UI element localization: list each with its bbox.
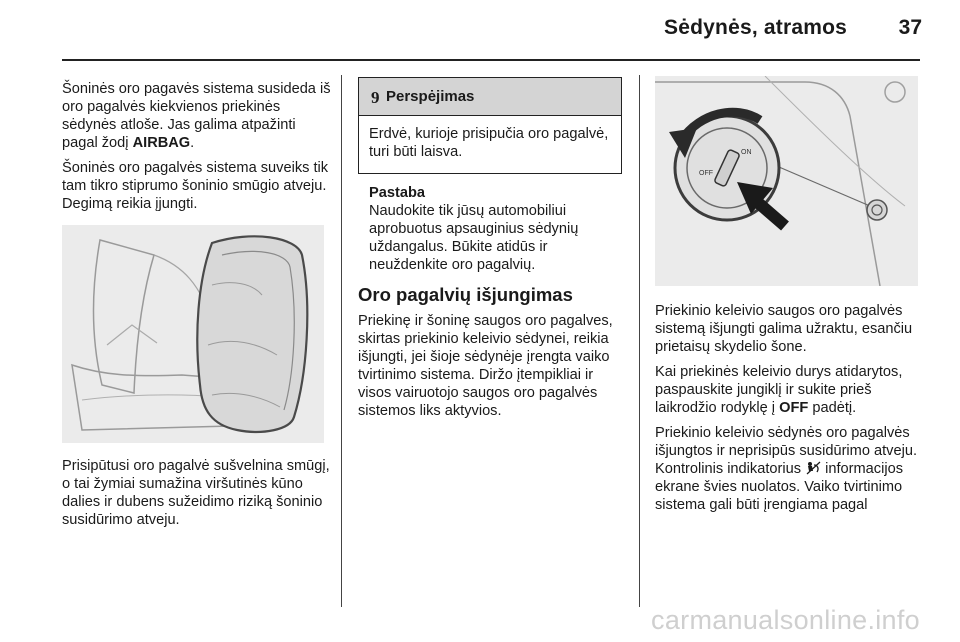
switch-on-label: ON [741,149,752,156]
paragraph: Šoninės oro pagavės sistema susideda iš oro pagalvės kiekvienos priekinės sėdynės atlošе. Jas galima atpažinti pagal žodį AIRBAG. [62,81,331,151]
column-1 [62,80,332,536]
switch-off-label: OFF [699,170,713,177]
section-text: Priekinę ir šoninę saugos oro pagalves, skirtas priekinio keleivio sėdynei, reikia išjungti, jei šioje sėdynėje įrengta vaiko tvirtinimo sistema. Diržo įtempikliai ir visos vairuotojo saugos oro pagalvės sistemos liks aktyvios. [358,313,613,419]
paragraph: Kai priekinės keleivio durys atidarytos, paspauskite jungiklį ir sukite prieš laikrodžio rodyklę į OFF padėtį. [655,364,903,416]
warning-title: Perspėjimas [386,87,475,105]
section-heading: Oro pagalvių išjungimas [358,284,573,305]
column-3 [655,80,920,521]
warning-icon [369,89,383,105]
page-number: 37 [898,16,922,39]
warning-header [359,78,621,116]
airbag-switch-illustration [655,76,918,286]
airbag-label: AIRBAG [132,135,191,151]
warning-text: Erdvė, kurioje prisipučia oro pagalvė, turi būti laisva. [369,126,609,160]
note-text: Naudokite tik jūsų automobiliui aprobuotus apsauginius sėdynių uždangalus. Būkite atidūs ir neuždenkite oro pagalvių. [369,203,579,273]
column-divider-1 [341,75,342,607]
warning-box [358,77,622,174]
note-block [358,184,626,274]
paragraph: Šoninės oro pagalvės sistema suveiks tik tam tikro stiprumo šoninio smūgio atveju. Degimą reikia įjungti. [62,160,329,212]
airbag-off-indicator-icon [805,461,821,475]
column-2 [358,80,626,420]
column-divider-2 [639,75,640,607]
paragraph: Priekinio keleivio sėdynės oro pagalvės išjungtos ir neprisipūs susidūrimo atveju. Kontrolinis indikatorius informacijos ekrane švies nuolatos. Vaiko tvirtinimo sistema gali būti įrengiama pagal [655,425,917,513]
off-label: OFF [779,400,809,416]
seat-airbag-illustration [62,225,324,443]
svg-text:9: 9 [371,88,380,105]
section-title: Sėdynės, atramos [664,16,847,39]
note-title: Pastaba [369,185,425,201]
paragraph: Priekinio keleivio saugos oro pagalvės sistemą išjungti galima užraktu, esančiu prietaisų skydelio šone. [655,303,913,355]
header-divider [62,59,920,61]
watermark: carmanualsonline.info [651,605,920,635]
paragraph: Prisipūtusi oro pagalvė sušvelnina smūgį, o tai žymiai sumažina viršutinės kūno dalies ir dubens sužeidimo riziką šoninio susidūrimo atveju. [62,458,330,528]
